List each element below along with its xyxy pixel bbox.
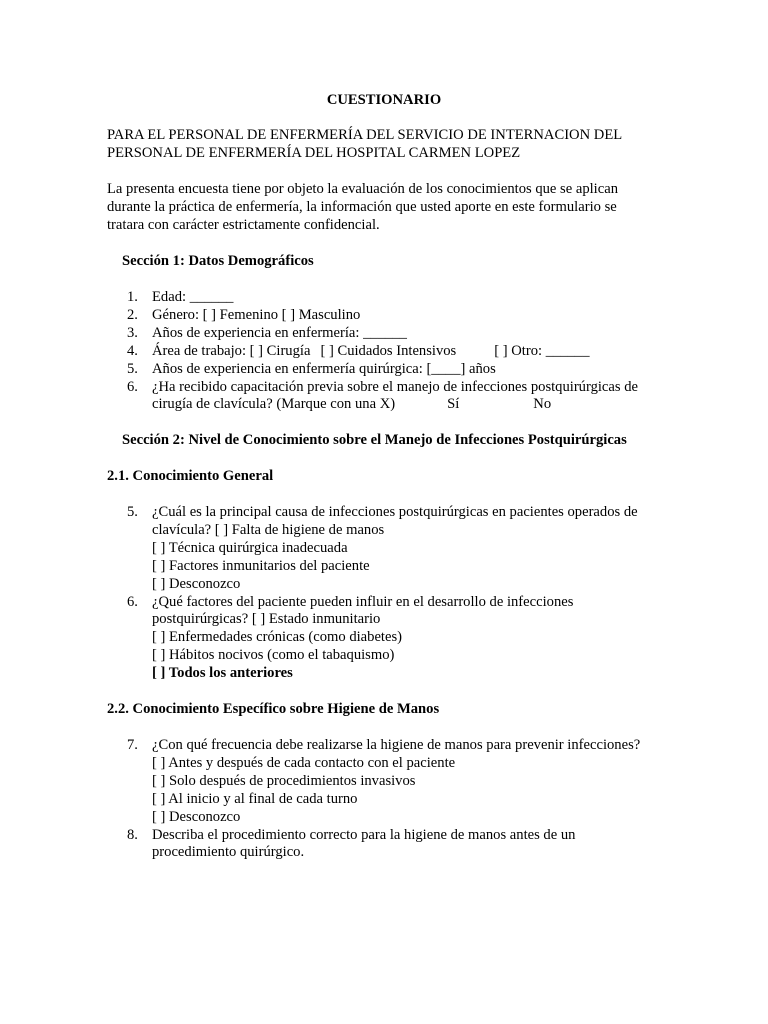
answer-no: No: [533, 396, 552, 413]
section2-heading: Sección 2: Nivel de Conocimiento sobre el Manejo de Infecciones Postquirúrgicas: [122, 432, 627, 448]
intro-line: durante la práctica de enfermería, la información que usted aporte en este formulario se: [107, 198, 617, 215]
item-number: 6.: [127, 378, 138, 395]
item-number: 4.: [127, 342, 138, 359]
work-area-option-surgery: Área de trabajo: [ ] Cirugía: [152, 342, 311, 359]
section1-list: [107, 289, 667, 414]
list-item: [107, 737, 667, 827]
item-text: Género: [ ] Femenino [ ] Masculino: [152, 306, 361, 323]
item-text: ¿Con qué frecuencia debe realizarse la higiene de manos para prevenir infecciones?: [152, 737, 641, 753]
item-option: [ ] Solo después de procedimientos invasivos: [152, 772, 416, 789]
subsection-2-2-heading: 2.2. Conocimiento Específico sobre Higiene de Manos: [107, 701, 440, 717]
list-item: [107, 827, 667, 863]
item-option: [ ] Desconozco: [152, 575, 241, 592]
item-text: ¿Qué factores del paciente pueden influir en el desarrollo de infecciones: [152, 593, 574, 610]
item-option: [ ] Hábitos nocivos (como el tabaquismo): [152, 647, 395, 664]
item-number: 7.: [127, 737, 138, 753]
item-text: procedimiento quirúrgico.: [152, 844, 305, 861]
item-option: [ ] Antes y después de cada contacto con el paciente: [152, 754, 456, 771]
list-item: [107, 504, 667, 594]
training-question-text: cirugía de clavícula? (Marque con una X): [152, 396, 396, 413]
item-text: postquirúrgicas? [ ] Estado inmunitario: [152, 611, 381, 628]
work-area-option-icu: [ ] Cuidados Intensivos: [320, 342, 457, 359]
list-item: [107, 379, 667, 415]
item-number: 8.: [127, 826, 138, 843]
item-text: Describa el procedimiento correcto para la higiene de manos antes de un: [152, 826, 576, 843]
list-item: [107, 594, 667, 684]
item-number: 6.: [127, 593, 138, 610]
document-title: CUESTIONARIO: [326, 92, 442, 108]
intro-line: tratara con carácter estrictamente confidencial.: [107, 216, 380, 233]
item-number: 2.: [127, 306, 138, 323]
item-number: 5.: [127, 360, 138, 377]
item-text: Años de experiencia en enfermería quirúrgica: [____] años: [152, 360, 496, 377]
item-text: [152, 396, 667, 414]
item-option: [ ] Desconozco: [152, 808, 241, 825]
item-number: 5.: [127, 504, 138, 520]
item-number: 1.: [127, 289, 138, 305]
subtitle-line: PARA EL PERSONAL DE ENFERMERÍA DEL SERVICIO DE INTERNACION DEL: [107, 127, 623, 143]
item-text: clavícula? [ ] Falta de higiene de manos: [152, 521, 385, 538]
list-item: [107, 325, 667, 343]
item-text: ¿Ha recibido capacitación previa sobre el manejo de infecciones postquirúrgicas de: [152, 378, 638, 395]
subsection-2-2-list: [107, 737, 667, 862]
list-item: [107, 361, 667, 379]
work-area-option-other: [ ] Otro: ______: [494, 342, 590, 359]
item-text: [152, 343, 667, 361]
subtitle-line: PERSONAL DE ENFERMERÍA DEL HOSPITAL CARMEN LOPEZ: [107, 144, 521, 161]
section1-heading: Sección 1: Datos Demográficos: [122, 253, 314, 269]
item-option: [ ] Enfermedades crónicas (como diabetes): [152, 629, 403, 646]
item-option: [ ] Factores inmunitarios del paciente: [152, 557, 370, 574]
answer-yes: Sí: [447, 396, 460, 413]
subsection-2-1-list: [107, 504, 667, 683]
item-option-bold: [ ] Todos los anteriores: [152, 665, 293, 682]
document-subtitle: [107, 127, 667, 163]
item-number: 3.: [127, 324, 138, 341]
item-option: [ ] Técnica quirúrgica inadecuada: [152, 539, 348, 556]
list-item: [107, 343, 667, 361]
subsection-2-1-heading: 2.1. Conocimiento General: [107, 468, 274, 484]
item-text: Edad: ______: [152, 289, 234, 305]
intro-paragraph: [107, 181, 667, 235]
item-text: ¿Cuál es la principal causa de infecciones postquirúrgicas en pacientes operados de: [152, 504, 638, 520]
item-text: Años de experiencia en enfermería: ______: [152, 324, 407, 341]
list-item: [107, 307, 667, 325]
item-option: [ ] Al inicio y al final de cada turno: [152, 790, 358, 807]
intro-line: La presenta encuesta tiene por objeto la evaluación de los conocimientos que se aplican: [107, 181, 618, 197]
list-item: [107, 289, 667, 307]
